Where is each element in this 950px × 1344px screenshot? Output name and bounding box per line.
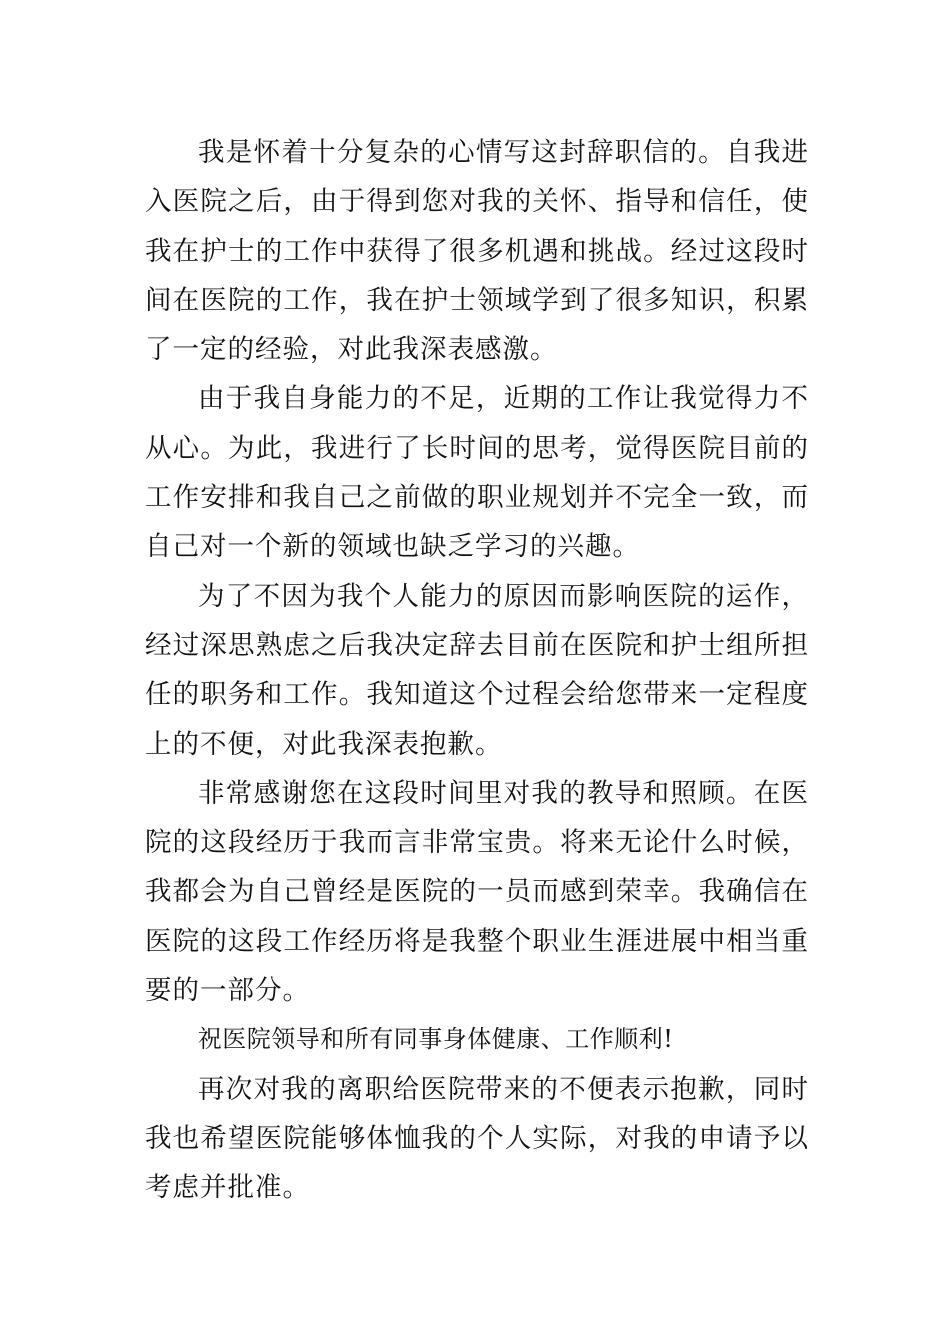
paragraph-6: 再次对我的离职给医院带来的不便表示抱歉，同时我也希望医院能够体恤我的个人实际，对我的申请予以考虑并批准。 [145,1073,809,1204]
paragraph-2: 由于我自身能力的不足，近期的工作让我觉得力不从心。为此，我进行了长时间的思考，觉得医院目前的工作安排和我自己之前做的职业规划并不完全一致，而自己对一个新的领域也缺乏学习的兴趣。 [145,383,809,563]
paragraph-5-wishes: 祝医院领导和所有同事身体健康、工作顺利! [197,1025,674,1054]
letter-body [145,128,809,1213]
paragraph-4: 非常感谢您在这段时间里对我的教导和照顾。在医院的这段经历于我而言非常宝贵。将来无论什么时候，我都会为自己曾经是医院的一员而感到荣幸。我确信在医院的这段工作经历将是我整个职业生涯进展中相当重要的一部分。 [145,777,809,1007]
paragraph-3: 为了不因为我个人能力的原因而影响医院的运作，经过深思熟虑之后我决定辞去目前在医院和护士组所担任的职务和工作。我知道这个过程会给您带来一定程度上的不便，对此我深表抱歉。 [145,580,809,760]
paragraph-1: 我是怀着十分复杂的心情写这封辞职信的。自我进入医院之后，由于得到您对我的关怀、指导和信任，使我在护士的工作中获得了很多机遇和挑战。经过这段时间在医院的工作，我在护士领域学到了很多知识，积累了一定的经验，对此我深表感激。 [145,137,809,366]
